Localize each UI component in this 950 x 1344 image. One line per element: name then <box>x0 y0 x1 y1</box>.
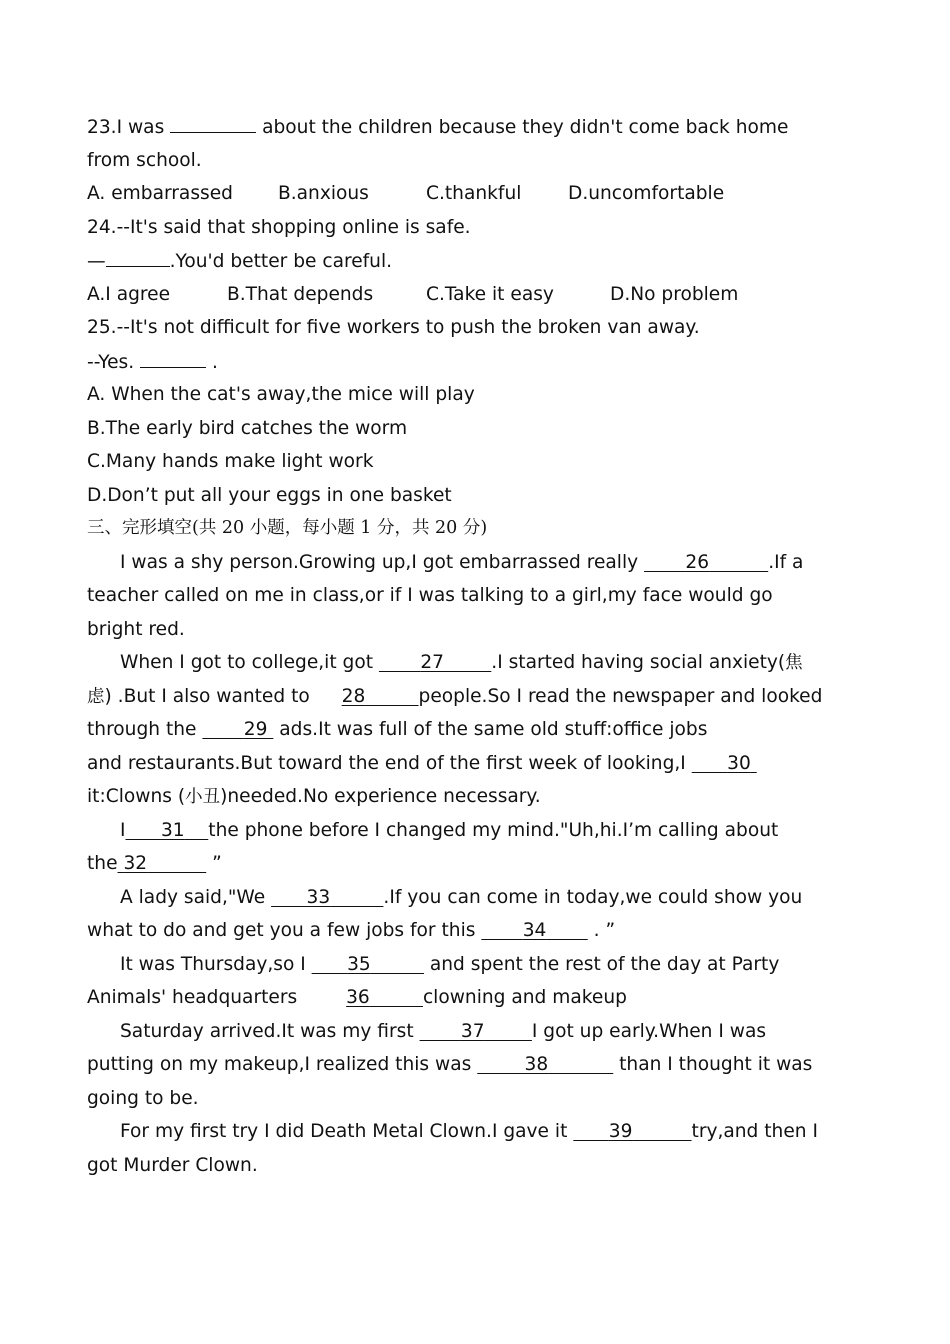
blank-39[interactable] <box>573 1121 691 1142</box>
q24-dash: — <box>87 251 106 272</box>
q25-option-a[interactable]: A. When the cat's away,the mice will play <box>87 384 475 405</box>
blank-34[interactable] <box>481 920 587 941</box>
q25-stem-line2 <box>87 345 867 379</box>
blank-number: 28 <box>341 685 366 707</box>
q23-option-c[interactable]: C.thankful <box>426 183 522 204</box>
blank-number: 38 <box>524 1054 549 1075</box>
passage-text: and restaurants.But toward the end of the first week of looking,I <box>87 752 692 774</box>
q23-text: about the children because they didn't come back home <box>256 117 789 138</box>
blank-number: 31 <box>160 819 185 841</box>
passage-line <box>87 546 867 580</box>
passage-line <box>87 780 867 814</box>
q25-option-b[interactable]: B.The early bird catches the worm <box>87 417 408 439</box>
blank-number: 35 <box>347 953 371 975</box>
passage-text: I got up early.When I was <box>531 1020 767 1042</box>
q24-options <box>87 278 867 312</box>
passage-text: I <box>120 819 126 841</box>
blank-number: 36 <box>346 987 370 1008</box>
q25-stem-line1: 25.--It's not difficult for five workers to push the broken van away. <box>87 317 700 338</box>
passage-chinese-text: 虑 <box>87 686 105 707</box>
passage-text: putting on my makeup,I realized this was <box>87 1054 478 1075</box>
blank-number: 32 <box>123 853 148 874</box>
q25-answer-blank[interactable] <box>140 345 206 368</box>
passage-chinese-text: 焦 <box>785 653 803 673</box>
blank-number: 34 <box>522 920 547 941</box>
blank-37[interactable] <box>420 1021 532 1042</box>
passage-line <box>87 981 867 1015</box>
passage-text: . ” <box>587 920 616 941</box>
passage-text: ) .But I also wanted to <box>104 685 316 707</box>
q24-option-c[interactable]: C.Take it easy <box>426 283 554 305</box>
blank-number: 39 <box>608 1121 633 1142</box>
blank-number: 33 <box>306 886 331 908</box>
passage-text: than I thought it was <box>613 1054 813 1075</box>
blank-38[interactable] <box>477 1054 613 1075</box>
passage-line: teacher called on me in class,or if I was talking to a girl,my face would go <box>87 585 773 606</box>
q23-option-b[interactable]: B.anxious <box>278 183 369 204</box>
blank-35[interactable] <box>312 954 424 975</box>
passage-text: A lady said,"We <box>120 886 272 908</box>
q24-text: .You'd better be careful. <box>169 251 393 272</box>
passage-text: try,and then I <box>691 1121 818 1142</box>
blank-number: 37 <box>460 1020 485 1042</box>
worksheet-page <box>87 110 867 1182</box>
passage-line <box>87 680 867 714</box>
passage-line <box>87 948 867 982</box>
q23-answer-blank[interactable] <box>170 110 256 133</box>
passage-line: going to be. <box>87 1087 199 1109</box>
q24-answer-blank[interactable] <box>106 244 170 267</box>
blank-32[interactable] <box>118 853 207 874</box>
blank-30[interactable] <box>692 753 757 774</box>
passage-chinese-text: 小丑 <box>185 787 221 807</box>
blank-number: 29 <box>243 719 268 740</box>
passage-line <box>87 914 867 948</box>
passage-text: Animals' headquarters <box>87 987 304 1008</box>
blank-31[interactable] <box>125 820 208 841</box>
passage-line <box>87 847 867 881</box>
section-heading: 三、完形填空(共 20 小题，每小题 1 分，共 20 分) <box>87 518 488 538</box>
q24-option-b[interactable]: B.That depends <box>227 283 374 305</box>
q23-options <box>87 177 867 211</box>
blank-28[interactable] <box>342 686 419 707</box>
passage-text: For my first try I did Death Metal Clown.I gave it <box>120 1121 574 1142</box>
q25-option-d[interactable]: D.Don’t put all your eggs in one basket <box>87 484 452 506</box>
q24-stem-line2 <box>87 244 867 278</box>
blank-36[interactable] <box>346 987 423 1008</box>
passage-text: When I got to college,it got <box>120 652 379 673</box>
q25-text: --Yes. <box>87 351 141 373</box>
passage-text: and spent the rest of the day at Party <box>423 953 780 975</box>
passage-text: it:Clowns ( <box>87 786 186 807</box>
passage-text: through the <box>87 719 203 740</box>
passage-text: the phone before I changed my mind."Uh,hi.I’m calling about <box>208 819 779 841</box>
passage-line <box>87 814 867 848</box>
blank-26[interactable] <box>644 552 768 573</box>
blank-number: 27 <box>420 652 444 673</box>
q24-stem-line1: 24.--It's said that shopping online is safe. <box>87 216 471 238</box>
passage-text: people.So I read the newspaper and looked <box>418 685 823 707</box>
passage-text: .If you can come in today,we could show you <box>383 886 803 908</box>
passage-line: bright red. <box>87 618 185 640</box>
passage-line: got Murder Clown. <box>87 1154 258 1176</box>
passage-line <box>87 1048 867 1082</box>
passage-text: .If a <box>768 551 804 573</box>
passage-line <box>87 646 867 680</box>
passage-text: Saturday arrived.It was my first <box>120 1020 420 1042</box>
q23-option-a[interactable]: A. embarrassed <box>87 183 233 204</box>
passage-text: ads.It was full of the same old stuff:office jobs <box>273 719 708 740</box>
blank-33[interactable] <box>271 887 383 908</box>
passage-line <box>87 881 867 915</box>
passage-text: ” <box>206 853 222 874</box>
passage-text: It was Thursday,so I <box>120 953 312 975</box>
passage-text: clowning and makeup <box>422 987 627 1008</box>
q24-option-d[interactable]: D.No problem <box>610 283 739 305</box>
blank-27[interactable] <box>379 652 491 673</box>
passage-text: .I started having social anxiety( <box>491 652 786 673</box>
q23-text: 23.I was <box>87 117 171 138</box>
blank-number: 26 <box>685 551 710 573</box>
q23-stem-line2: from school. <box>87 149 202 171</box>
q25-option-c[interactable]: C.Many hands make light work <box>87 451 374 472</box>
q25-text: . <box>206 351 218 373</box>
passage-text: what to do and get you a few jobs for this <box>87 920 482 941</box>
passage-text: )needed.No experience necessary. <box>220 786 541 807</box>
passage-line <box>87 1115 867 1149</box>
q23-stem-line1 <box>87 110 867 144</box>
passage-text: the <box>87 853 118 874</box>
passage-line <box>87 1015 867 1049</box>
passage-text: I was a shy person.Growing up,I got embarrassed really <box>120 551 645 573</box>
q24-option-a[interactable]: A.I agree <box>87 283 171 305</box>
passage-line <box>87 747 867 781</box>
blank-number: 30 <box>727 752 751 774</box>
passage-line <box>87 713 867 747</box>
blank-29[interactable] <box>202 719 273 740</box>
q23-option-d[interactable]: D.uncomfortable <box>568 183 725 204</box>
